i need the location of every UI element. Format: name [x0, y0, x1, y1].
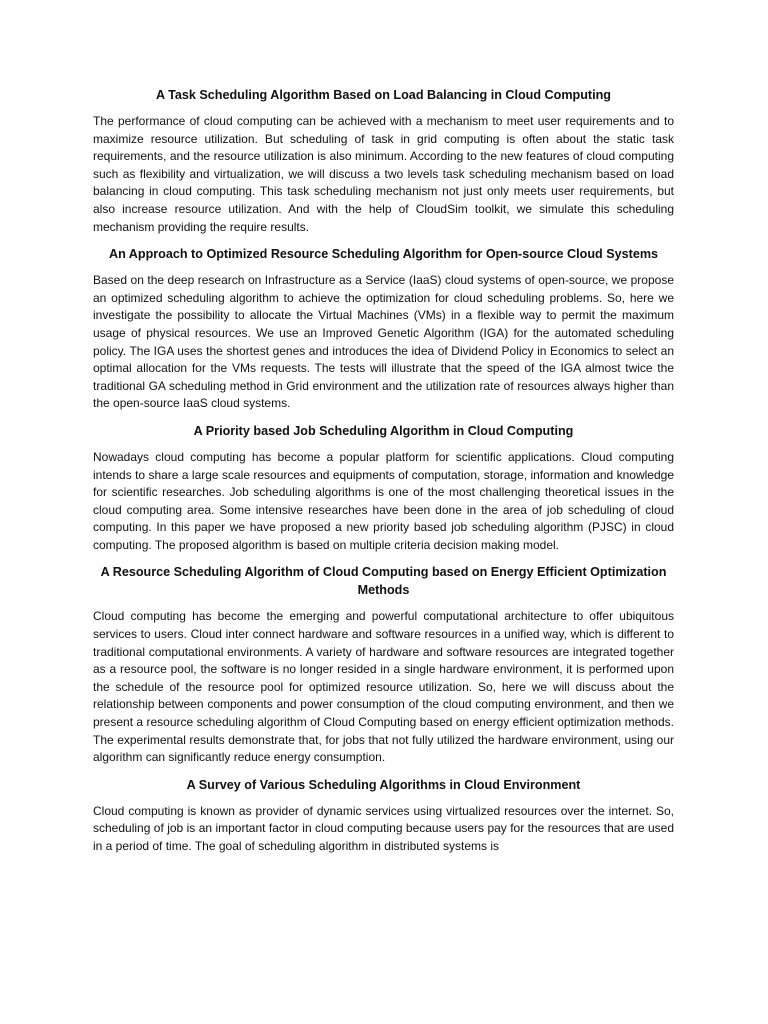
section-abstract: Cloud computing has become the emerging and powerful computational architecture to offer ubiquitous services to users. Cloud inter connect hardware and software resources in a unified way, which is different to traditional computational environments. A variety of hardware and software resources are integrated together as a resource pool, the software is no longer resided in a single hardware environment, it is performed upon the schedule of the resource pool for optimized resource utilization. So, here we will discuss about the relationship between components and power consumption of the cloud computing environment, and then we present a resource scheduling algorithm of Cloud Computing based on energy efficient optimization methods. The experimental results demonstrate that, for jobs that not fully utilized the hardware environment, using our algorithm can significantly reduce energy consumption.	[93, 609, 674, 765]
section-heading: A Resource Scheduling Algorithm of Cloud Computing based on Energy Efficient Optimization Methods	[100, 565, 667, 598]
section-optimized-resource-scheduling	[93, 245, 674, 413]
section-heading: A Priority based Job Scheduling Algorithm in Cloud Computing	[193, 423, 574, 438]
section-scheduling-survey	[93, 776, 674, 856]
document-page	[93, 86, 674, 856]
section-abstract: Cloud computing is known as provider of dynamic services using virtualized resources over the internet. So, scheduling of job is an important factor in cloud computing because users pay for the resources that are used in a period of time. The goal of scheduling algorithm in distributed systems is	[93, 803, 674, 853]
section-heading: A Survey of Various Scheduling Algorithms in Cloud Environment	[186, 777, 581, 792]
section-abstract: Nowadays cloud computing has become a popular platform for scientific applications. Cloud computing intends to share a large scale resources and equipments of computation, storage, information and knowledge for scientific researches. Job scheduling algorithms is one of the most challenging theoretical issues in the cloud computing area. Some intensive researches have been done in the area of job scheduling of cloud computing. In this paper we have proposed a new priority based job scheduling algorithm (PJSC) in cloud computing. The proposed algorithm is based on multiple criteria decision making model.	[93, 449, 674, 552]
section-heading: A Task Scheduling Algorithm Based on Load Balancing in Cloud Computing	[155, 88, 612, 102]
section-abstract: The performance of cloud computing can be achieved with a mechanism to meet user requirements and to maximize resource utilization. But scheduling of task in grid computing is often about the static task requirements, and the resource utilization is also minimum. According to the new features of cloud computing such as flexibility and virtualization, we will discuss a two levels task scheduling mechanism based on load balancing in cloud computing. This task scheduling mechanism not just only meets user requirements, but also increase resource utilization. And with the help of CloudSim toolkit, we simulate this scheduling mechanism providing the require results.	[93, 114, 674, 234]
section-abstract: Based on the deep research on Infrastructure as a Service (IaaS) cloud systems of open-source, we propose an optimized scheduling algorithm to achieve the optimization for cloud scheduling problems. So, here we investigate the possibility to allocate the Virtual Machines (VMs) in a flexible way to permit the maximum usage of physical resources. We use an Improved Genetic Algorithm (IGA) for the automated scheduling policy. The IGA uses the shortest genes and introduces the idea of Dividend Policy in Economics to select an optimal allocation for the VMs requests. The tests will illustrate that the speed of the IGA almost twice the traditional GA scheduling method in Grid environment and the utilization rate of resources always higher than the open-source IaaS cloud systems.	[93, 273, 674, 411]
section-heading: An Approach to Optimized Resource Scheduling Algorithm for Open-source Cloud Systems	[108, 247, 659, 262]
section-energy-efficient-scheduling	[93, 563, 674, 766]
section-task-scheduling-load-balancing	[93, 86, 674, 236]
section-priority-job-scheduling	[93, 422, 674, 555]
